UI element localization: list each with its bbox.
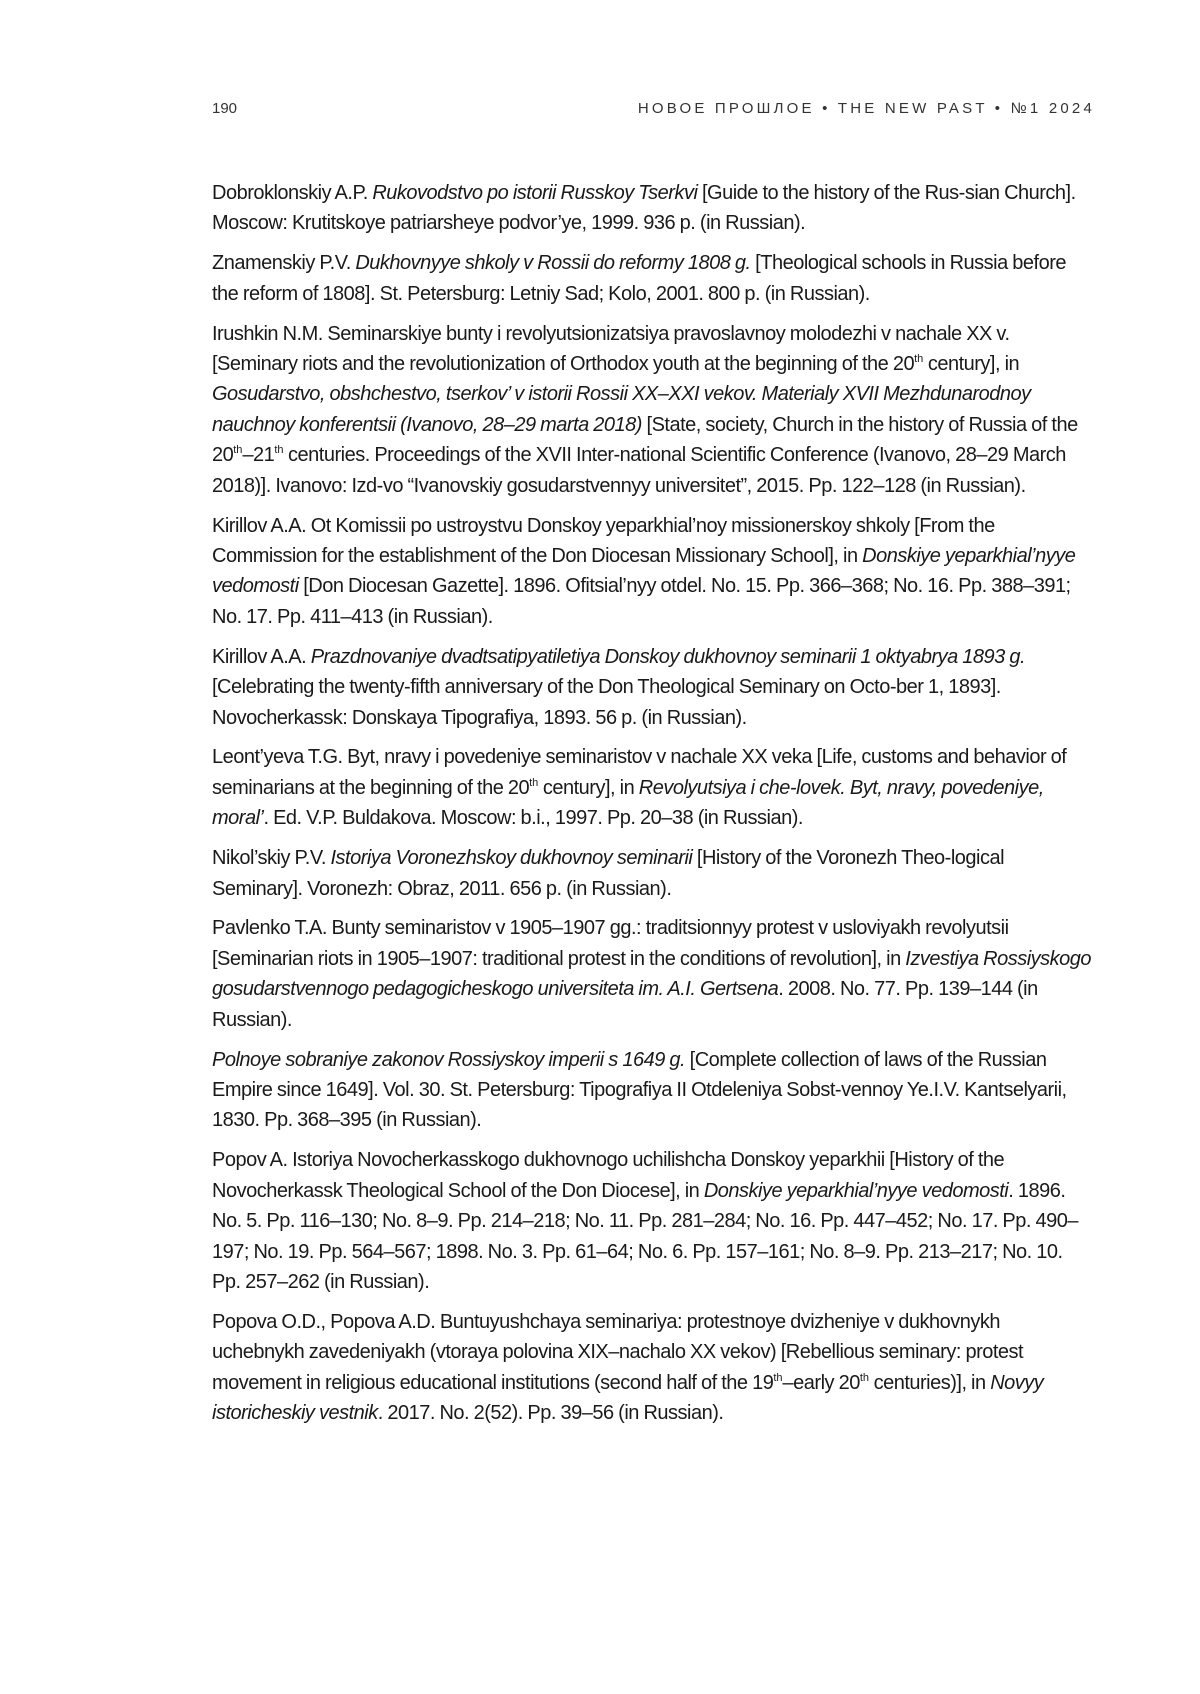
reference-text: [State, society, Church in the history of Russia of the 20 — [212, 414, 1078, 466]
reference-entry — [212, 1045, 1095, 1136]
reference-entry — [212, 319, 1095, 501]
reference-text: [Guide to the history of the Rus-sian Church]. Moscow: Krutitskoye patriarsheye podvor’ye, 1999. 936 p. (in Russian). — [212, 182, 1076, 234]
reference-text: –21 — [242, 444, 274, 466]
reference-entry — [212, 248, 1095, 309]
italic-title: Istoriya Voronezhskoy dukhovnoy seminarii — [330, 847, 692, 869]
page — [0, 0, 1200, 1694]
reference-text: [Theological schools in Russia before the reform of 1808]. St. Petersburg: Letniy Sad; Kolo, 2001. 800 p. (in Russian). — [212, 252, 1066, 304]
reference-entry — [212, 1307, 1095, 1429]
reference-entry — [212, 913, 1095, 1035]
reference-text: centuries)], in — [869, 1372, 990, 1394]
reference-text: Nikol’skiy P.V. — [212, 847, 330, 869]
reference-text: [Celebrating the twenty-fifth anniversary of the Don Theological Seminary on Octo-ber 1, 1893]. Novocherkassk: Donskaya Tipografiya, 1893. 56 p. (in Russian). — [212, 676, 1001, 728]
reference-text: –early 20 — [783, 1372, 860, 1394]
reference-text: . 2017. No. 2(52). Pp. 39–56 (in Russian). — [378, 1402, 724, 1424]
superscript: th — [529, 777, 538, 789]
reference-text: Pavlenko T.A. Bunty seminaristov v 1905–1907 gg.: traditsionnyy protest v usloviyakh revolyutsii [Seminarian riots in 1905–1907: traditional protest in the conditions of revolution], in — [212, 917, 1009, 969]
reference-text: centuries. Proceedings of the XVII Inter-national Scientific Conference (Ivanovo, 28–29 March 2018)]. Ivanovo: Izd-vo “Ivanovskiy gosudarstvennyy universitet”, 2015. Pp. 122–128 (in Russian). — [212, 444, 1066, 496]
running-header — [212, 100, 1095, 117]
reference-entry — [212, 178, 1095, 239]
reference-text: . 1896. No. 5. Pp. 116–130; No. 8–9. Pp. 214–218; No. 11. Pp. 281–284; No. 16. Pp. 447–452; No. 17. Pp. 490–197; No. 19. Pp. 564–567; 1898. No. 3. Pp. 61–64; No. 6. Pp. 157–161; No. 8–9. Pp. 213–217; No. 10. Pp. 257–262 (in Russian). — [212, 1180, 1078, 1293]
italic-title: Prazdnovaniye dvadtsatipyatiletiya Donskoy dukhovnoy seminarii 1 oktyabrya 1893 g. — [311, 646, 1025, 668]
italic-title: Gosudarstvo, obshchestvo, tserkov’ v istorii Rossii XX–XXI vekov. Materialy XVII Mezhdunarodnoy nauchnoy konferentsii (Ivanovo, 28–29 marta 2018) — [212, 383, 1031, 435]
reference-entry — [212, 642, 1095, 733]
superscript: th — [860, 1372, 869, 1384]
italic-title: Donskiye yeparkhial’nyye vedomosti — [704, 1180, 1008, 1202]
reference-list — [212, 178, 1095, 1438]
italic-title: Polnoye sobraniye zakonov Rossiyskoy imperii s 1649 g. — [212, 1049, 685, 1071]
reference-text: Dobroklonskiy A.P. — [212, 182, 372, 204]
superscript: th — [914, 353, 923, 365]
reference-text: [Complete collection of laws of the Russian Empire since 1649]. Vol. 30. St. Petersburg: Tipografiya II Otdeleniya Sobst-vennoy Ye.I.V. Kantselyarii, 1830. Pp. 368–395 (in Russian). — [212, 1049, 1067, 1132]
superscript: th — [274, 444, 283, 456]
reference-entry — [212, 1145, 1095, 1297]
italic-title: Donskiye yeparkhial’nyye vedomosti — [212, 545, 1075, 597]
reference-text: century], in — [538, 777, 638, 799]
reference-text: [History of the Voronezh Theo-logical Seminary]. Voronezh: Obraz, 2011. 656 p. (in Russian). — [212, 847, 1004, 899]
reference-text: [Don Diocesan Gazette]. 1896. Ofitsial’nyy otdel. No. 15. Pp. 366–368; No. 16. Pp. 388–391; No. 17. Pp. 411–413 (in Russian). — [212, 575, 1071, 627]
reference-text: Znamenskiy P.V. — [212, 252, 355, 274]
reference-text: Popov A. Istoriya Novocherkasskogo dukhovnogo uchilishcha Donskoy yeparkhii [History of the Novocherkassk Theological School of the Don Diocese], in — [212, 1149, 1004, 1201]
italic-title: Dukhovnyye shkoly v Rossii do reformy 1808 g. — [355, 252, 750, 274]
superscript: th — [233, 444, 242, 456]
italic-title: Rukovodstvo po istorii Russkoy Tserkvi — [372, 182, 697, 204]
superscript: th — [773, 1372, 782, 1384]
reference-text: . 2008. No. 77. Pp. 139–144 (in Russian). — [212, 978, 1038, 1030]
reference-text: Kirillov A.A. Ot Komissii po ustroystvu Donskoy yeparkhial’noy missionerskoy shkoly [From the Commission for the establishment of the Don Diocesan Missionary School], in — [212, 515, 995, 567]
italic-title: Izvestiya Rossiyskogo gosudarstvennogo pedagogicheskogo universiteta im. A.I. Gertsena — [212, 948, 1091, 1000]
italic-title: Novyy istoricheskiy vestnik — [212, 1372, 1043, 1424]
reference-text: Leont’yeva T.G. Byt, nravy i povedeniye seminaristov v nachale XX veka [Life, customs and behavior of seminarians at the beginning of the 20 — [212, 746, 1066, 798]
reference-text: century], in — [923, 353, 1019, 375]
reference-text: . Ed. V.P. Buldakova. Moscow: b.i., 1997. Pp. 20–38 (in Russian). — [263, 807, 803, 829]
reference-entry — [212, 843, 1095, 904]
reference-entry — [212, 742, 1095, 833]
italic-title: Revolyutsiya i che-lovek. Byt, nravy, povedeniye, moral’ — [212, 777, 1044, 829]
reference-entry — [212, 511, 1095, 633]
page-number: 190 — [212, 100, 237, 117]
reference-text: Irushkin N.M. Seminarskiye bunty i revolyutsionizatsiya pravoslavnoy molodezhi v nachale XX v. [Seminary riots and the revolutionization of Orthodox youth at the beginning of the 20 — [212, 323, 1010, 375]
reference-text: Kirillov A.A. — [212, 646, 311, 668]
reference-text: Popova O.D., Popova A.D. Buntuyushchaya seminariya: protestnoye dvizheniye v dukhovnykh uchebnykh zavedeniyakh (vtoraya polovina XIX–nachalo XX vekov) [Rebellious seminary: protest movement in religious educational institutions (second half of the 19 — [212, 1311, 1023, 1394]
journal-title: НОВОЕ ПРОШЛОЕ • THE NEW PAST • №1 2024 — [638, 100, 1095, 117]
